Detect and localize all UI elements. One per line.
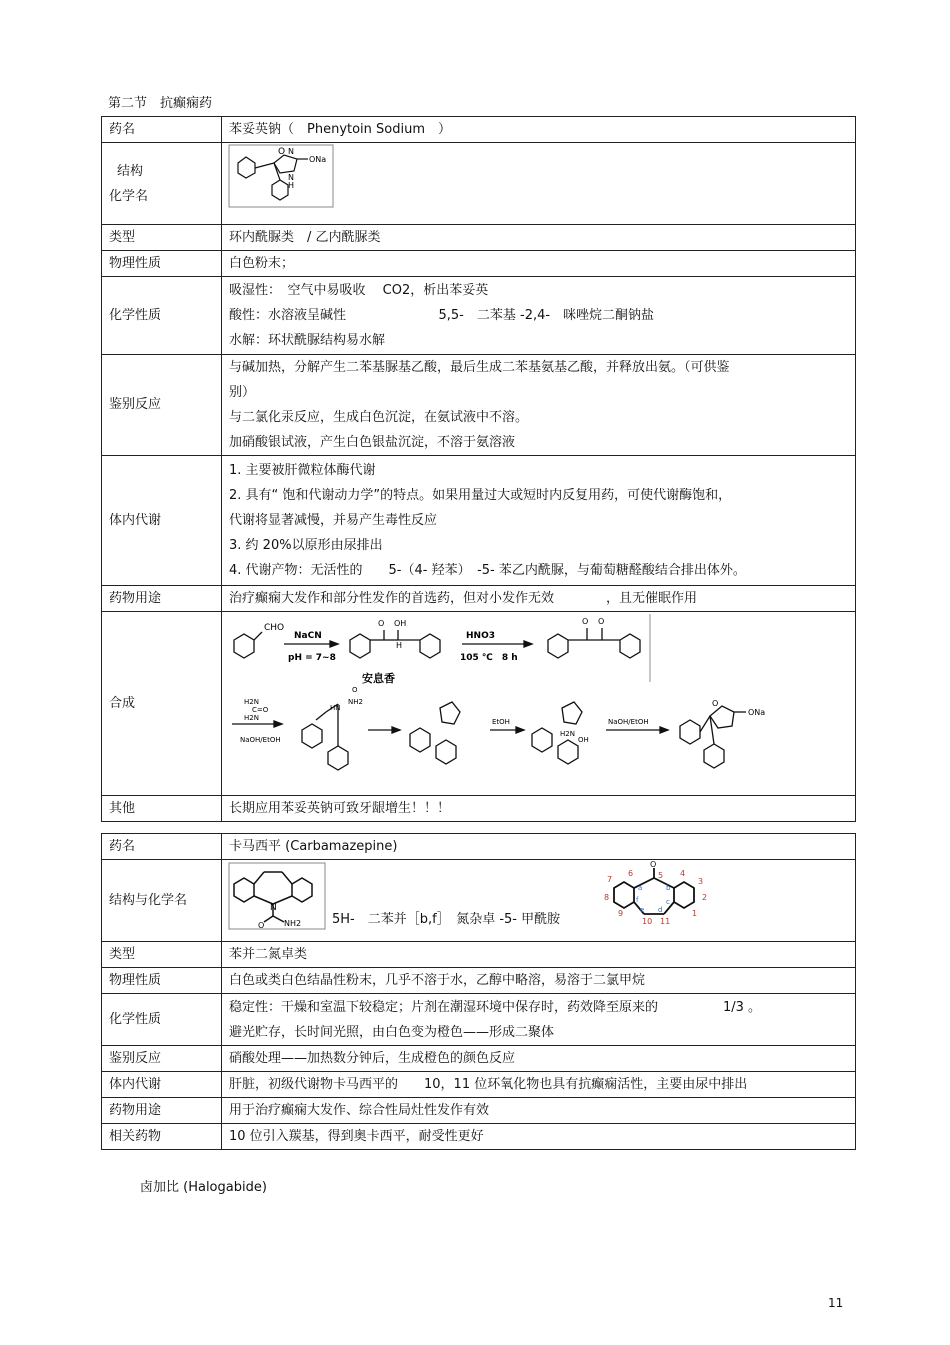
svg-text:6: 6 bbox=[628, 869, 634, 878]
synthesis-label: 合成 bbox=[102, 612, 222, 796]
svg-text:10: 10 bbox=[642, 917, 653, 926]
svg-text:ONa: ONa bbox=[748, 708, 766, 717]
metabolism-label: 体内代谢 bbox=[102, 1072, 222, 1098]
svg-text:b: b bbox=[666, 884, 671, 892]
identification-label: 鉴别反应 bbox=[102, 1046, 222, 1072]
svg-text:O: O bbox=[598, 617, 605, 626]
svg-text:O: O bbox=[258, 921, 265, 930]
svg-text:H: H bbox=[288, 181, 295, 190]
other-notes: 长期应用苯妥英钠可致牙龈增生！！！ bbox=[222, 796, 856, 822]
drug-type: 环内酰脲类 / 乙内酰脲类 bbox=[222, 225, 856, 251]
svg-text:1: 1 bbox=[692, 909, 698, 918]
physical-label: 物理性质 bbox=[102, 968, 222, 994]
svg-text:OH: OH bbox=[578, 736, 589, 744]
next-section-heading: 卤加比 (Halogabide) bbox=[140, 1180, 267, 1195]
structure-label: 结构与化学名 bbox=[102, 860, 222, 942]
drug-name: 苯妥英钠（ Phenytoin Sodium ） bbox=[222, 117, 856, 143]
svg-text:4: 4 bbox=[680, 869, 686, 878]
identification-reactions: 与碱加热，分解产生二苯基脲基乙酸，最后生成二苯基氨基乙酸，并释放出氨。（可供鉴 别） 与二氯化汞反应，生成白色沉淀，在氨试液中不溶。 加硝酸银试液，产生白色银盐沉淀，不溶于氨溶液 bbox=[222, 355, 856, 456]
phenytoin-structure-image bbox=[222, 143, 856, 215]
svg-text:d: d bbox=[658, 906, 663, 914]
svg-text:N: N bbox=[288, 173, 294, 182]
chemical-label: 化学性质 bbox=[102, 277, 222, 355]
svg-text:e: e bbox=[640, 906, 645, 914]
page-number: 11 bbox=[828, 1296, 844, 1310]
name-label: 药名 bbox=[102, 834, 222, 860]
svg-text:HNO3: HNO3 bbox=[466, 631, 495, 641]
metabolism: 1. 主要被肝微粒体酶代谢 2. 具有“ 饱和代谢动力学”的特点。如果用量过大或短时内反复用药，可使代谢酶饱和， 代谢将显著减慢，并易产生毒性反应 3. 约 20%以原形由尿排出 4. 代谢产物：无活性的 5-（4- 羟苯） -5- 苯乙内酰脲，与葡萄糖醛酸结合排出体外。 bbox=[222, 456, 856, 586]
svg-text:H2N: H2N bbox=[560, 730, 575, 738]
metabolism-label: 体内代谢 bbox=[102, 456, 222, 586]
svg-text:C=O: C=O bbox=[252, 706, 269, 714]
svg-text:NH2: NH2 bbox=[348, 698, 363, 706]
svg-text:105 ℃ 8 h: 105 ℃ 8 h bbox=[460, 653, 518, 663]
svg-text:O: O bbox=[712, 699, 719, 708]
drug-use: 用于治疗癫痫大发作、综合性局灶性发作有效 bbox=[222, 1098, 856, 1124]
svg-text:O: O bbox=[582, 617, 589, 626]
svg-text:EtOH: EtOH bbox=[492, 718, 510, 726]
related-drugs: 10 位引入羰基，得到奥卡西平，耐受性更好 bbox=[222, 1124, 856, 1150]
svg-text:O: O bbox=[278, 147, 286, 157]
type-label: 类型 bbox=[102, 942, 222, 968]
use-label: 药物用途 bbox=[102, 1098, 222, 1124]
svg-text:H2N: H2N bbox=[244, 698, 259, 706]
svg-text:7: 7 bbox=[607, 875, 613, 884]
drug-name: 卡马西平 (Carbamazepine) bbox=[222, 834, 856, 860]
chemical-properties: 稳定性：干燥和室温下较稳定；片剂在潮湿环境中保存时，药效降至原来的 1/3 。 避光贮存，长时间光照，由白色变为橙色——形成二聚体 bbox=[222, 994, 856, 1046]
svg-text:H2N: H2N bbox=[244, 714, 259, 722]
structure-label: 结构 化学名 bbox=[102, 143, 222, 225]
svg-text:安息香: 安息香 bbox=[362, 672, 395, 685]
svg-text:NaCN: NaCN bbox=[294, 631, 322, 641]
phenytoin-table bbox=[101, 116, 856, 822]
svg-text:3: 3 bbox=[698, 877, 704, 886]
related-label: 相关药物 bbox=[102, 1124, 222, 1150]
svg-text:5: 5 bbox=[658, 871, 664, 880]
svg-text:NaOH/EtOH: NaOH/EtOH bbox=[240, 736, 281, 744]
drug-use: 治疗癫痫大发作和部分性发作的首选药，但对小发作无效 ，且无催眠作用 bbox=[222, 586, 856, 612]
svg-text:H: H bbox=[396, 641, 403, 650]
synthesis-cell bbox=[222, 612, 856, 796]
svg-text:O: O bbox=[378, 619, 385, 628]
carbamazepine-table bbox=[101, 833, 856, 1150]
synthesis-scheme-image bbox=[222, 612, 856, 786]
chemical-properties: 吸湿性： 空气中易吸收 CO2，析出苯妥英 酸性：水溶液呈碱性 水解：环状酰脲结构易水解 bbox=[222, 277, 856, 355]
svg-text:HN: HN bbox=[330, 704, 341, 712]
svg-text:N: N bbox=[288, 147, 294, 156]
svg-text:9: 9 bbox=[618, 909, 624, 918]
physical-properties: 白色或类白色结晶性粉末，几乎不溶于水，乙醇中略溶，易溶于二氯甲烷 bbox=[222, 968, 856, 994]
chemical-label: 化学性质 bbox=[102, 994, 222, 1046]
svg-text:NH2: NH2 bbox=[284, 919, 302, 928]
physical-properties: 白色粉末； bbox=[222, 251, 856, 277]
other-label: 其他 bbox=[102, 796, 222, 822]
svg-text:c: c bbox=[666, 898, 670, 906]
structure-cell: O N N H ONa 5,5- 二苯基 -2,4- 咪唑烷二酮钠盐 bbox=[222, 143, 856, 225]
svg-text:f: f bbox=[636, 896, 639, 904]
svg-text:O: O bbox=[352, 686, 358, 694]
svg-text:N: N bbox=[270, 903, 277, 913]
svg-text:NaOH/EtOH: NaOH/EtOH bbox=[608, 718, 649, 726]
section-title: 第二节 抗癫痫药 bbox=[108, 96, 213, 111]
metabolism: 肝脏，初级代谢物卡马西平的 10，11 位环氧化物也具有抗癫痫活性，主要由尿中排出 bbox=[222, 1072, 856, 1098]
name-label: 药名 bbox=[102, 117, 222, 143]
svg-text:2: 2 bbox=[702, 893, 708, 902]
svg-text:O: O bbox=[650, 860, 657, 869]
identification-label: 鉴别反应 bbox=[102, 355, 222, 456]
svg-text:OH: OH bbox=[394, 619, 407, 628]
type-label: 类型 bbox=[102, 225, 222, 251]
identification-reactions: 硝酸处理——加热数分钟后，生成橙色的颜色反应 bbox=[222, 1046, 856, 1072]
drug-type: 苯并二氮卓类 bbox=[222, 942, 856, 968]
svg-text:ONa: ONa bbox=[309, 155, 327, 164]
use-label: 药物用途 bbox=[102, 586, 222, 612]
svg-text:CHO: CHO bbox=[264, 623, 285, 633]
svg-text:8: 8 bbox=[604, 893, 610, 902]
svg-text:pH = 7~8: pH = 7~8 bbox=[288, 653, 336, 663]
physical-label: 物理性质 bbox=[102, 251, 222, 277]
structure-cell bbox=[222, 860, 856, 942]
chemical-name: 5H- 二苯并［b,f］ 氮杂卓 -5- 甲酰胺 bbox=[332, 912, 561, 927]
svg-text:a: a bbox=[638, 884, 643, 892]
svg-text:11: 11 bbox=[660, 917, 671, 926]
